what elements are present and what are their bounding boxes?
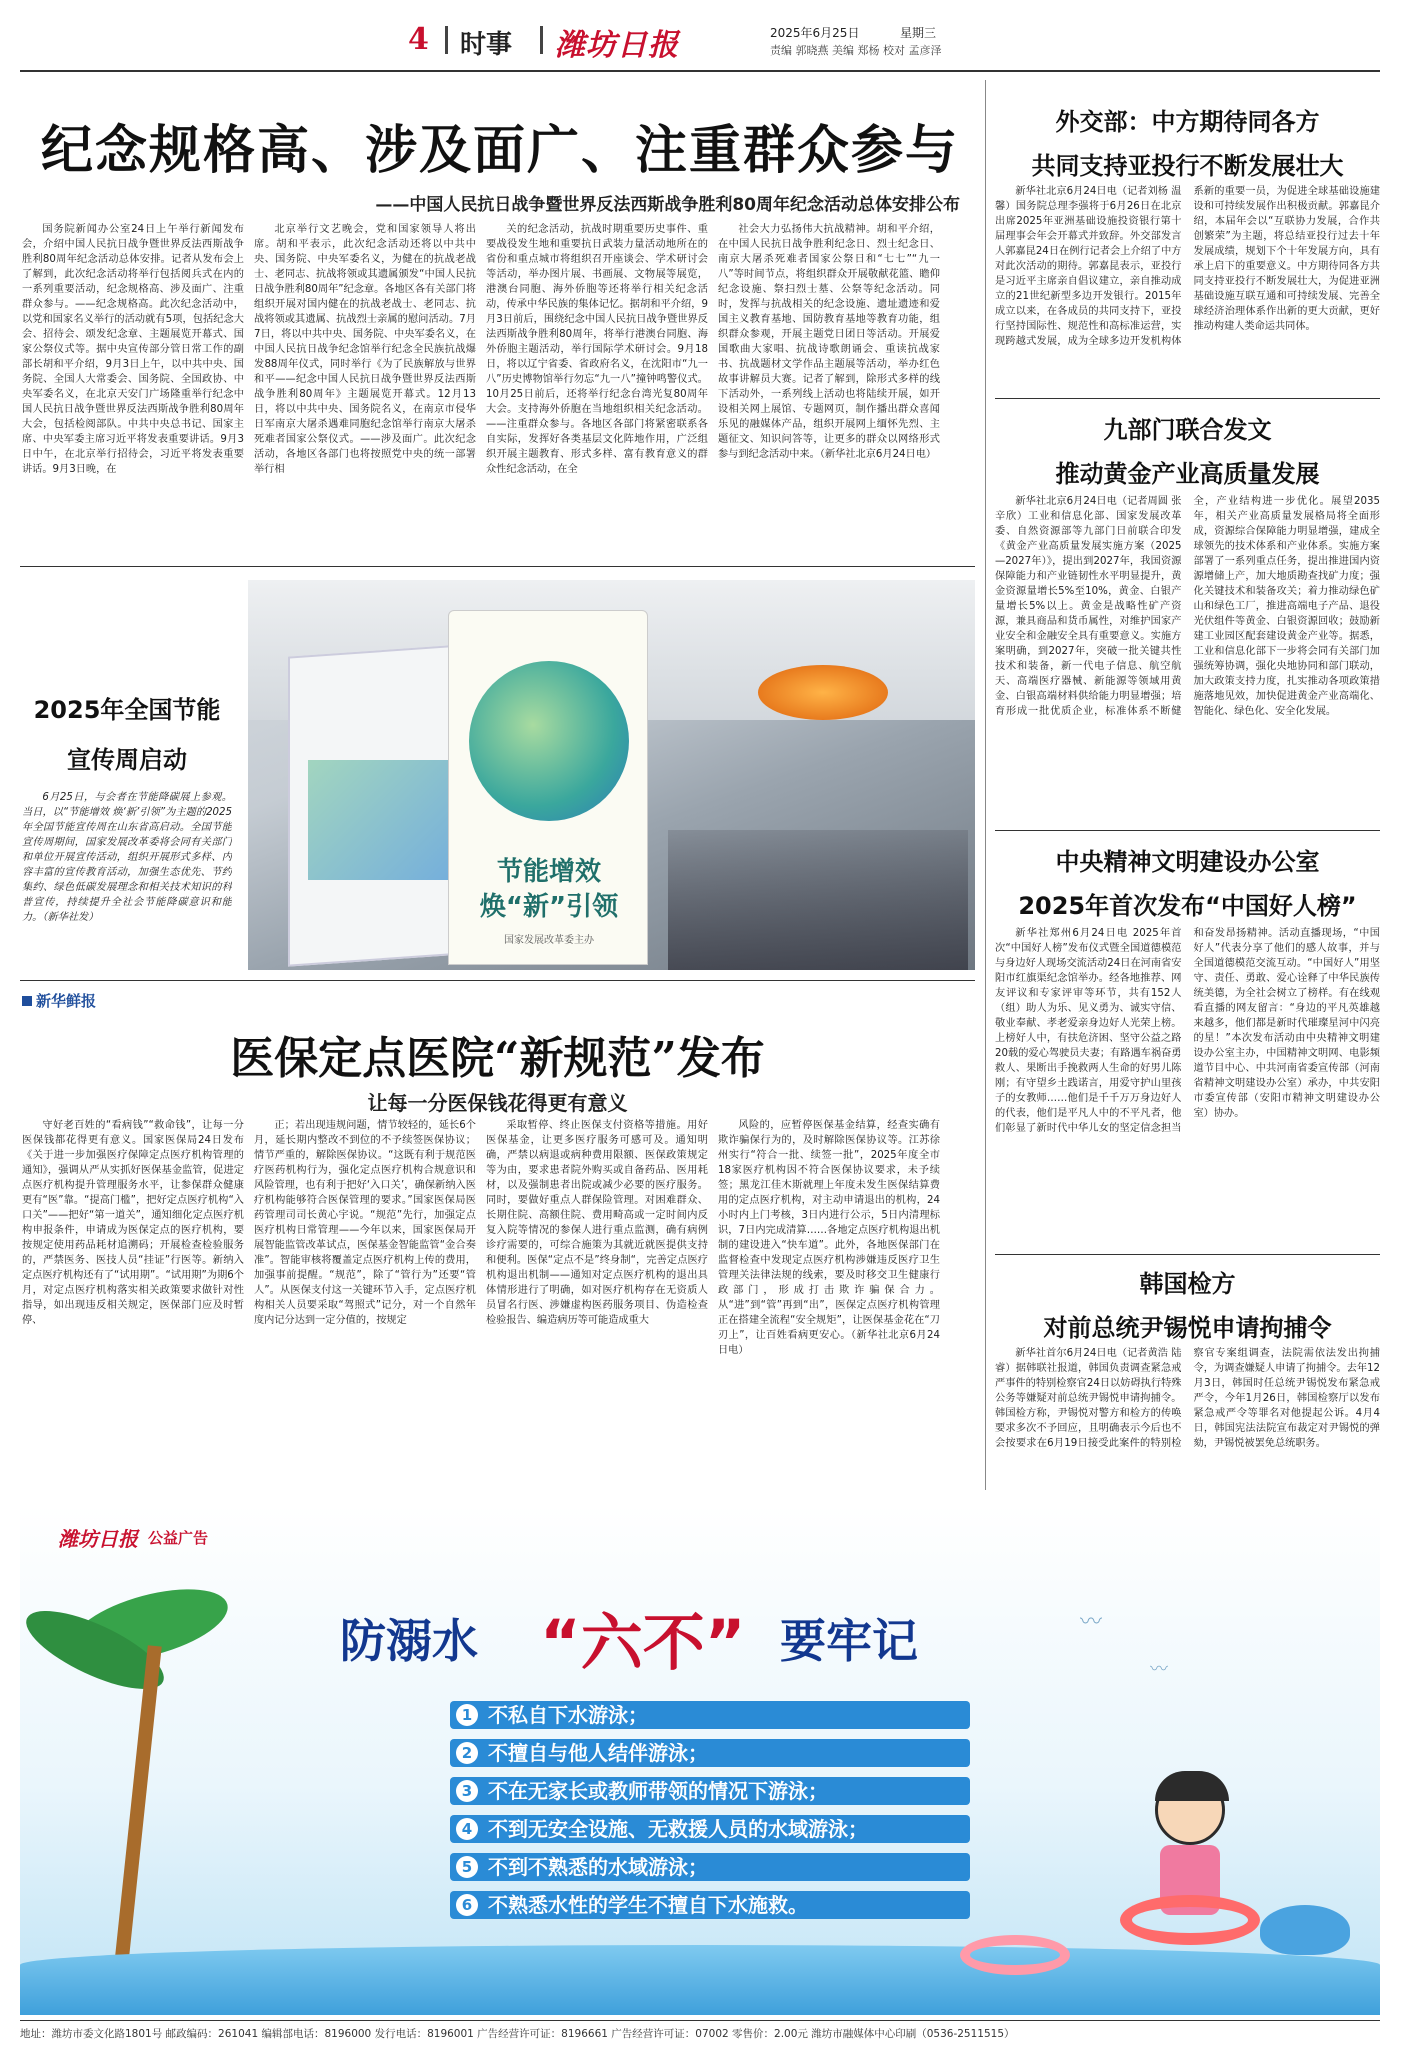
lead-col-1 <box>22 222 244 552</box>
flash-label <box>22 990 96 1011</box>
medical-col-2-text: 正；若出现违规问题，情节较轻的，延长6个月，延长期内整改不到位的不予续签医保协议；情节严重的，解除医保协议。“这既有利于规范医疗医药机构行为，强化定点医疗机构合规意识和风险管理，也有利于把好‘入口关’，确保新纳入医疗机构能够符合医保管理的要求。”国家医保局医药管理司司长黄心宇说。“规范”先行，加强定点医疗机构日常管理——今年以来，国家医保局开展智能监管改革试点，医保基金智能监管“金合奏准”。智能审核将覆盖定点医疗机构上传的费用，加强事前提醒。“规范”，除了“管行为”还要“管人”。从医保支付这一关键环节入手，定点医疗机构相关人员要采取“驾照式”记分，对一个自然年度内记分达到一定分值的，按规定 <box>254 1120 476 1326</box>
tip-number: 3 <box>456 1780 478 1802</box>
gold-body-text: 新华社北京6月24日电（记者周圆 张辛欣）工业和信息化部、国家发展改革委、自然资源部等九部门日前联合印发《黄金产业高质量发展实施方案（2025—2027年）》，提出到2027年，我国资源保障能力和产业链韧性水平明显提升，黄金资源量增长5%至10%，黄金、白银产量增长5%以上。黄金是战略性矿产资源，兼具商品和货币属性，对维护国家产业安全和金融安全具有重要意义。实施方案明确，到2027年，突破一批关键共性技术和装备，新一代电子信息、航空航天、高端医疗器械、新能源等领域用黄金、白银高端材料供给能力明显增强；培育形成一批优质企业，标准体系不断健全，产业结构进一步优化。展望2035年，相关产业高质量发展格局将全面形成，资源综合保障能力明显增强，建成全球领先的技术体系和产业体系。实施方案部署了一系列重点任务，提出推进国内资源增储上产，加大地质勘查找矿力度；强化关键技术和装备攻关；着力推动绿色矿山和绿色工厂，推进高端电子产品、退役光伏组件等黄金、白银资源回收；鼓励新建工业园区配套建设黄金产业等。据悉，工业和信息化部下一步将会同有关部门加强统筹协调，强化央地协同和部门联动，加大政策支持力度，扎实推动各项政策措施落地见效，加快促进黄金产业高端化、智能化、绿色化、安全化发展。 <box>995 496 1380 717</box>
gold-bottom-rule <box>995 830 1380 831</box>
masthead-divider <box>540 26 543 54</box>
lead-col-2-text: 北京举行文艺晚会，党和国家领导人将出席。胡和平表示，此次纪念活动还将以中共中央、国务院、中央军委名义，为健在的抗战老战士、老同志、抗战将领或其遗属颁发“中国人民抗日战争胜利80周年”纪念章。各地区各有关部门将组织开展对国内健在的抗战老战士、老同志、抗战将领或其遗属、抗战烈士亲属的慰问活动。7月7日，将以中共中央、国务院、中央军委名义，在中国人民抗日战争纪念馆举行纪念全民族抗战爆发88周年仪式，同时举行《为了民族解放与世界和平——纪念中国人民抗日战争暨世界反法西斯战争胜利80周年》主题展览开幕式。12月13日，将以中共中央、国务院名义，在南京市侵华日军南京大屠杀遇难同胞纪念馆举行南京大屠杀死难者国家公祭仪式。——涉及面广。此次纪念活动，各地区各部门也将按照党中央的统一部署举行相 <box>254 224 476 475</box>
section-name: 时事 <box>460 30 513 60</box>
medical-col-1 <box>22 1118 244 1488</box>
tip-text: 不熟悉水性的学生不擅自下水施救。 <box>488 1893 808 1917</box>
lead-col-3-text: 关的纪念活动，抗战时期重要历史事件、重要战役发生地和重要抗日武装力量活动地所在的省份和重点城市将组织召开座谈会、学术研讨会等活动，举办图片展、书画展、文物展等展览，港澳台同胞、海外侨胞等还将举行相关纪念活动，传承中华民族的集体记忆。据胡和平介绍，9月3日前后，围绕纪念中国人民抗日战争暨世界反法西斯战争胜利80周年，将举行港澳台同胞、海外侨胞主题活动，举行国际学术研讨会。9月18日，将以辽宁省委、省政府名义，在沈阳市“九一八”历史博物馆举行勿忘“九一八”撞钟鸣警仪式。10月25日前后，还将举行纪念台湾光复80周年大会。支持海外侨胞在当地组织相关纪念活动。——注重群众参与。各地区各部门将紧密联系各自实际，发挥好各类基层文化阵地作用，广泛组织开展主题教育、形式多样、富有教育意义的群众性纪念活动，在全 <box>486 224 708 475</box>
energy-title-line1: 2025年全国节能 <box>33 696 221 724</box>
tip-number: 2 <box>456 1742 478 1764</box>
flash-marker-icon <box>22 996 32 1006</box>
fm-body <box>995 184 1380 390</box>
lead-col-4 <box>718 222 940 552</box>
gold-title-line1: 九部门联合发文 <box>1103 416 1272 444</box>
psa-brand: 潍坊日报 <box>58 1527 138 1551</box>
swim-ring <box>1120 1895 1260 1945</box>
fm-title-line1: 外交部：中方期待同各方 <box>1055 108 1320 136</box>
chandelier <box>758 665 888 720</box>
civ-body <box>995 926 1380 1248</box>
psa-title <box>340 1593 1060 1683</box>
masthead-rule <box>20 70 1380 72</box>
masthead-divider <box>445 26 448 54</box>
banner-line2: 焕“新”引领 <box>479 892 619 922</box>
medical-col-1-text: 守好老百姓的“看病钱”“救命钱”，让每一分医保钱都花得更有意义。国家医保局24日发布《关于进一步加强医疗保障定点医疗机构管理的通知》，强调从严从实抓好医保基金监管，促进定点医疗机构提升管理服务水平，让参保群众健康更有“医”靠。“提高门槛”，把好定点医疗机构“入口关”——把好“第一道关”，通知细化定点医疗机构申报条件，申请成为医保定点的医疗机构，要按规定使用药品耗材追溯码；开展检查检验服务的，严禁医务、医技人员“挂证”行医等。新纳入定点医疗机构还有了“试用期”。“试用期”为期6个月，对定点医疗机构落实相关政策要求做针对性指导，如出现违反相关规定，医保部门应及时暂停、 <box>22 1120 244 1326</box>
banner-line1: 节能增效 <box>496 857 601 887</box>
flash-label-text: 新华鲜报 <box>36 992 97 1010</box>
psa-tip-4 <box>450 1815 970 1843</box>
issue-weekday: 星期三 <box>900 26 937 40</box>
tip-text: 不在无家长或教师带领的情况下游泳； <box>488 1779 828 1803</box>
korea-title-line2: 对前总统尹锡悦申请拘捕令 <box>1043 1314 1332 1342</box>
psa-tip-3 <box>450 1777 970 1805</box>
crowd <box>668 830 968 970</box>
lead-col-4-text: 社会大力弘扬伟大抗战精神。胡和平介绍，在中国人民抗日战争胜利纪念日、烈士纪念日、南京大屠杀死难者国家公祭日和“七七”“九一八”等时间节点，将组织群众开展敬献花篮、瞻仰纪念设施、祭扫烈士墓、公祭等纪念活动。同时，发挥与抗战相关的纪念设施、遗址遗迹和爱国主义教育基地、国防教育基地等教育功能，组织群众参观，开展主题党日团日等活动。开展爱国歌曲大家唱、抗战诗歌朗诵会、重读抗战家书、抗战题材文学作品主题展等活动，举办红色故事讲解员大赛。记者了解到，除形式多样的线下活动外，一系列线上活动也将陆续开展，如开设相关网上展馆、专题网页，制作播出群众喜闻乐见的融媒体产品，组织开展网上缅怀先烈、主题征文、知识问答等，让更多的群众以网络形式参与到纪念活动中来。（新华社北京6月24日电） <box>718 224 940 460</box>
energy-expo-photo <box>248 580 975 970</box>
energy-body <box>22 790 232 970</box>
lead-subtitle: ——中国人民抗日战争暨世界反法西斯战争胜利80周年纪念活动总体安排公布 <box>375 195 960 215</box>
paper-logo: 潍坊日报 <box>555 28 679 63</box>
right-col-divider <box>985 80 986 1490</box>
swim-ring-icon <box>960 1935 1070 1975</box>
display-board-graphic <box>308 760 458 880</box>
korea-title-line1: 韩国检方 <box>1139 1270 1236 1298</box>
fm-bottom-rule <box>995 398 1380 399</box>
korea-body <box>995 1346 1380 1486</box>
psa-ad <box>20 1505 1380 2015</box>
tip-text: 不到无安全设施、无救援人员的水域游泳； <box>488 1817 868 1841</box>
lead-col-2 <box>254 222 476 552</box>
civ-title-line2: 2025年首次发布“中国好人榜” <box>1018 892 1357 920</box>
medical-title: 医保定点医院“新规范”发布 <box>230 1033 765 1084</box>
palm-tree-icon <box>40 1565 240 2015</box>
issue-date: 2025年6月25日 <box>770 26 860 40</box>
page-number: 4 <box>408 22 429 57</box>
medical-col-3-text: 采取暂停、终止医保支付资格等措施。用好医保基金，让更多医疗服务可感可及。通知明确，严禁以病退或病种费用限额、医保政策规定等为由，要求患者院外购买或自备药品、医用耗材，以及强制患者出院或减少必要的医疗服务。同时，要做好重点人群保险管理。对困难群众、长期住院、高额住院、费用畸高或一定时间内反复入院等情况的参保人进行重点监测，确有病例诊疗需要的，可综合施策为其就近就医提供支持和便利。医保“定点不是”终身制“，完善定点医疗机构退出机制——通知对定点医疗机构的退出具体情形进行了明确，如对医疗机构存在无资质人员冒名行医、涉嫌虚构医药服务项目、伪造检查检验报告、编造病历等可能造成重大 <box>486 1120 708 1326</box>
editors-line: 责编 郭晓燕 美编 郑杨 校对 孟彦泽 <box>770 44 942 57</box>
expo-banner <box>448 610 648 965</box>
energy-title-line2: 宣传周启动 <box>67 746 187 774</box>
gold-body <box>995 494 1380 824</box>
psa-title-right: 要牢记 <box>780 1614 918 1668</box>
tip-text: 不到不熟悉的水域游泳； <box>488 1855 708 1879</box>
footer-rule <box>20 2020 1380 2021</box>
tip-text: 不擅自与他人结伴游泳； <box>488 1741 708 1765</box>
energy-body-text: 6月25日，与会者在节能降碳展上参观。当日，以“节能增效 焕‘新’引领”为主题的2025年全国节能宣传周在山东省高启动。全国节能宣传周期间，国家发展改革委将会同有关部门和单位开展宣传活动，组织开展形式多样、内容丰富的宣传教育活动，加强生态优先、节约集约、绿色低碳发展理念和相关技术知识的科普宣传，持续提升全社会节能降碳意识和能力。（新华社发） <box>22 792 232 923</box>
psa-tip-5 <box>450 1853 970 1881</box>
seagull-icon: 〰 <box>1150 1659 1168 1680</box>
masthead <box>20 18 1380 66</box>
psa-tip-2 <box>450 1739 970 1767</box>
sea-waves <box>20 1945 1380 2015</box>
medical-col-2 <box>254 1118 476 1488</box>
medical-col-4 <box>718 1118 940 1488</box>
fm-body-text: 新华社北京6月24日电（记者刘杨 温馨）国务院总理李强将于6月26日在北京出席2025年亚洲基础设施投资银行第十届理事会年会开幕式并致辞。外交部发言人郭嘉昆24日在例行记者会上介绍了中方对此次活动的期待。郭嘉昆表示，亚投行是习近平主席亲自倡议建立，亲自推动成立的21世纪新型多边开发银行。2015年成立以来，在各成员的共同支持下，亚投行坚持国际性、规范性和高标准运营，实现跨越式发展，成为全球多边开发机构体系新的重要一员，为促进全球基础设施建设和可持续发展作出积极贡献。郭嘉昆介绍，本届年会以“互联协力发展，合作共创繁荣”为主题，将总结亚投行过去十年发展成绩，规划下个十年发展方向，具有承上启下的重要意义。中方期待同各方共同支持亚投行不断发展壮大，为促进亚洲基础设施互联互通和可持续发展、完善全球经济治理体系作出新的更大贡献，更好推动构建人类命运共同体。 <box>995 186 1380 347</box>
psa-tip-1 <box>450 1701 970 1729</box>
psa-title-mid: “六不” <box>540 1606 746 1679</box>
tip-number: 1 <box>456 1704 478 1726</box>
lead-col-3 <box>486 222 708 552</box>
korea-body-text: 新华社首尔6月24日电（记者黄浩 陆睿）据韩联社报道，韩国负责调查紧急戒严事件的特别检察官24日以妨碍执行特殊公务等嫌疑对前总统尹锡悦申请拘捕令。韩国检方称，尹锡悦对警方和检方的传唤要求多次不予回应，且明确表示今后也不会按要求在6月19日接受此案件的特别检察官专案组调查，法院需依法发出拘捕令，为调查嫌疑人申请了拘捕令。去年12月3日，韩国时任总统尹锡悦发布紧急戒严令，今年1月26日，韩国检察厅以发布紧急戒严令等罪名对他提起公诉。4月4日，韩国宪法法院宣布裁定对尹锡悦的弹劾，尹锡悦被罢免总统职务。 <box>995 1348 1380 1449</box>
tip-number: 5 <box>456 1856 478 1878</box>
tip-number: 4 <box>456 1818 478 1840</box>
banner-caption: 国家发展改革委主办 <box>504 935 594 946</box>
fm-title-line2: 共同支持亚投行不断发展壮大 <box>1031 152 1344 180</box>
psa-tip-6 <box>450 1891 970 1919</box>
seagull-icon: 〰 <box>1080 1610 1103 1635</box>
psa-title-left: 防溺水 <box>340 1614 478 1668</box>
psa-label: 公益广告 <box>148 1529 209 1547</box>
civ-body-text: 新华社郑州6月24日电 2025年首次“中国好人榜”发布仪式暨全国道德模范与身边好人现场交流活动24日在河南省安阳市红旗渠纪念馆举办。经各地推荐、网友评议和专家评审等环节，共有152人（组）助人为乐、见义勇为、诚实守信、敬业奉献、孝老爱亲身边好人光荣上榜。上榜好人中，有扶危济困、坚守公益之路20载的爱心驾驶员夫妻；有路遇车祸奋勇救人、果断出手挽救两人生命的好男儿陈刚；有守望乡土践诺言，用爱守护山里孩子的女教师……他们是千千万万身边好人的代表，他们是平凡人中的不平凡者，他们彰显了新时代中华儿女的坚定信念担当和奋发昂扬精神。活动直播现场，“中国好人”代表分享了他们的感人故事，并与全国道德模范交流互动。“中国好人”用坚守、责任、勇敢、爱心诠释了中华民族传统美德，为全社会树立了榜样。有在线观看直播的网友留言：“身边的平凡英雄越来越多，他们都是新时代璀璨星河中闪亮的星！”本次发布活动由中央精神文明建设办公室主办，中国精神文明网、电影频道节目中心、中共河南省委宣传部（河南省精神文明建设办公室）承办，中共安阳市委宣传部（安阳市精神文明建设办公室）协办。 <box>995 928 1380 1134</box>
tip-text: 不私自下水游泳； <box>488 1703 648 1727</box>
medical-col-4-text: 风险的，应暂停医保基金结算，经查实确有欺诈骗保行为的，及时解除医保协议等。江苏徐州实行“符合一批、续签一批”，2025年度全市18家医疗机构因不符合医保协议要求，未予续签；黑龙江佳木斯就理上年度未发生医保结算费用的定点医疗机构，对主动申请退出的机构，24小时内上门考核，3日内进行公示，5日内清理标识，7日内完成清算……各地定点医疗机构退出机制的建设进入“快车道”。此外，各地医保部门在监督检查中发现定点医疗机构涉嫌违反医疗卫生管理关法律法规的线索，要及时移交卫生健康行政部门，形成打击欺诈骗保合力。从“进”到“管”再到“出”，医保定点医疗机构管理正在搭建全流程“安全规矩”，让医保基金花在“刀刃上”，让百姓看病更安心。（新华社北京6月24日电） <box>718 1120 940 1356</box>
medical-col-3 <box>486 1118 708 1488</box>
civ-title-line1: 中央精神文明建设办公室 <box>1055 848 1320 876</box>
palm-trunk <box>112 1645 161 1985</box>
banner-art <box>469 661 629 821</box>
civ-bottom-rule <box>995 1254 1380 1255</box>
lead-col-1-text: 国务院新闻办公室24日上午举行新闻发布会，介绍中国人民抗日战争暨世界反法西斯战争胜利80周年纪念活动总体安排。记者从发布会上了解到，此次纪念活动将举行包括阅兵式在内的一系列重要活动，纪念规格高、涉及面广、注重群众参与。——纪念规格高。此次纪念活动中，以党和国家名义举行的活动就有5项，包括纪念大会、招待会、颂发纪念章、主题展览开幕式、国家公祭仪式等。据中央宣传部分管日常工作的副部长胡和平介绍，9月3日上午，以中共中央、国务院、全国人大常委会、国务院、全国政协、中央军委名义，在北京天安门广场隆重举行纪念中国人民抗日战争暨世界反法西斯战争胜利80周年大会，包括检阅部队。中共中央总书记、国家主席、中央军委主席习近平将发表重要讲话。9月3日中午，在北京举行招待会，习近平将发表重要讲话。9月3日晚，在 <box>22 224 244 475</box>
tip-number: 6 <box>456 1894 478 1916</box>
child-swimmer-icon <box>1100 1765 1280 1965</box>
lead-title: 纪念规格高、涉及面广、注重群众参与 <box>40 120 959 181</box>
whale-icon <box>1260 1905 1350 1955</box>
lead-bottom-rule <box>20 566 975 567</box>
medical-subtitle: 让每一分医保钱花得更有意义 <box>367 1091 628 1115</box>
footer-info: 地址：潍坊市委文化路1801号 邮政编码：261041 编辑部电话：8196000 发行电话：8196001 广告经营许可证：8196661 广告经营许可证：07002 零售价：2.00元 潍坊市融媒体中心印刷（0536-2511515） <box>20 2028 1015 2040</box>
child-hair <box>1155 1771 1229 1801</box>
energy-bottom-rule <box>20 980 975 981</box>
gold-title-line2: 推动黄金产业高质量发展 <box>1055 460 1320 488</box>
